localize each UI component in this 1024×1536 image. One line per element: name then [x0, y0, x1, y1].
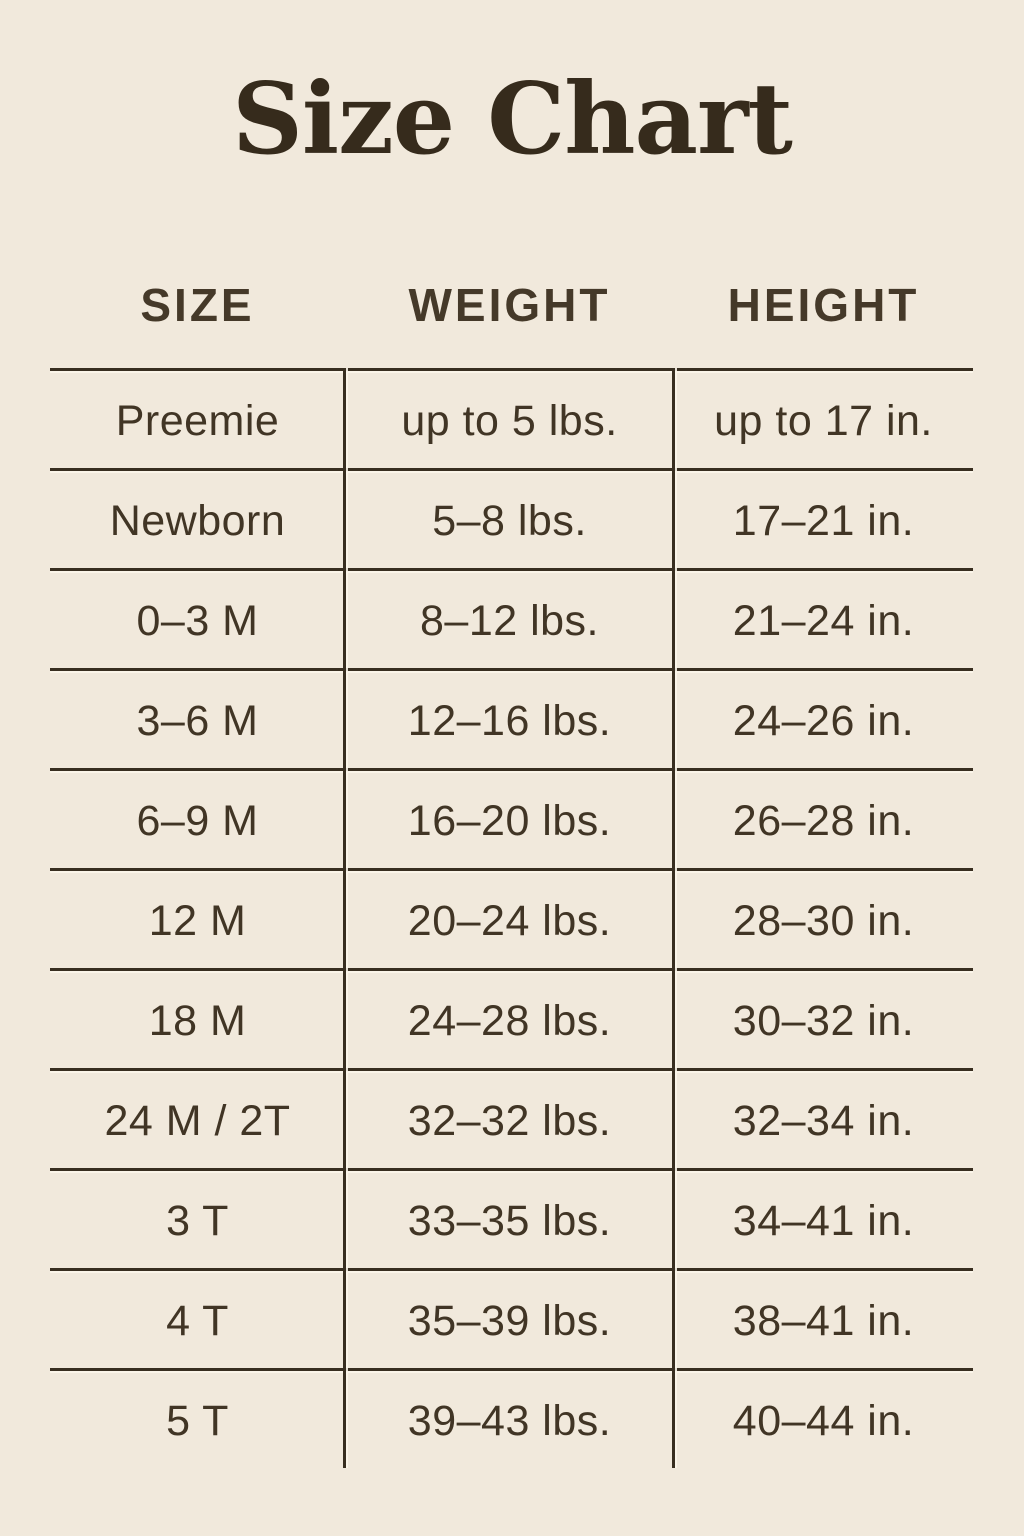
cell-size: 3–6 M: [136, 697, 259, 745]
cell-weight: 8–12 lbs.: [419, 597, 600, 645]
cell-size: 12 M: [148, 897, 247, 945]
cell-height: 26–28 in.: [732, 797, 915, 845]
cell-weight: 32–32 lbs.: [407, 1097, 612, 1145]
column-divider-1: [343, 368, 346, 1468]
cell-height: 38–41 in.: [732, 1297, 915, 1345]
page-title: Size Chart: [232, 62, 792, 177]
table-row: [50, 1268, 973, 1368]
cell-height: 21–24 in.: [732, 597, 915, 645]
cell-size: 6–9 M: [136, 797, 259, 845]
table-row: [50, 868, 973, 968]
table-row: [50, 368, 973, 468]
cell-size: 5 T: [166, 1397, 229, 1445]
table-row: [50, 568, 973, 668]
cell-height: 34–41 in.: [732, 1197, 915, 1245]
cell-weight: 5–8 lbs.: [432, 497, 587, 545]
size-table: [50, 368, 973, 1468]
cell-height: up to 17 in.: [714, 397, 933, 445]
cell-weight: 16–20 lbs.: [407, 797, 612, 845]
table-row: [50, 768, 973, 868]
table-row: [50, 1168, 973, 1268]
table-row: [50, 468, 973, 568]
cell-weight: 35–39 lbs.: [407, 1297, 612, 1345]
cell-size: 0–3 M: [136, 597, 259, 645]
cell-size: Preemie: [115, 397, 280, 445]
table-row: [50, 668, 973, 768]
cell-weight: 20–24 lbs.: [407, 897, 612, 945]
cell-height: 32–34 in.: [732, 1097, 915, 1145]
cell-height: 24–26 in.: [732, 697, 915, 745]
table-row: [50, 1368, 973, 1468]
cell-size: 18 M: [148, 997, 247, 1045]
column-divider-2: [672, 368, 675, 1468]
cell-height: 30–32 in.: [732, 997, 915, 1045]
column-header-weight: WEIGHT: [408, 279, 611, 331]
cell-size: 3 T: [166, 1197, 229, 1245]
table-header-row: [50, 278, 973, 332]
cell-weight: 24–28 lbs.: [407, 997, 612, 1045]
cell-height: 40–44 in.: [732, 1397, 915, 1445]
cell-size: 24 M / 2T: [104, 1097, 291, 1145]
cell-weight: up to 5 lbs.: [401, 397, 618, 445]
cell-size: Newborn: [109, 497, 286, 545]
table-row: [50, 1068, 973, 1168]
cell-height: 28–30 in.: [732, 897, 915, 945]
cell-weight: 33–35 lbs.: [407, 1197, 612, 1245]
cell-height: 17–21 in.: [732, 497, 915, 545]
column-header-height: HEIGHT: [727, 279, 920, 331]
table-row: [50, 968, 973, 1068]
cell-size: 4 T: [166, 1297, 229, 1345]
column-header-size: SIZE: [140, 279, 255, 331]
table-body: [50, 368, 973, 1468]
cell-weight: 39–43 lbs.: [407, 1397, 612, 1445]
cell-weight: 12–16 lbs.: [407, 697, 612, 745]
